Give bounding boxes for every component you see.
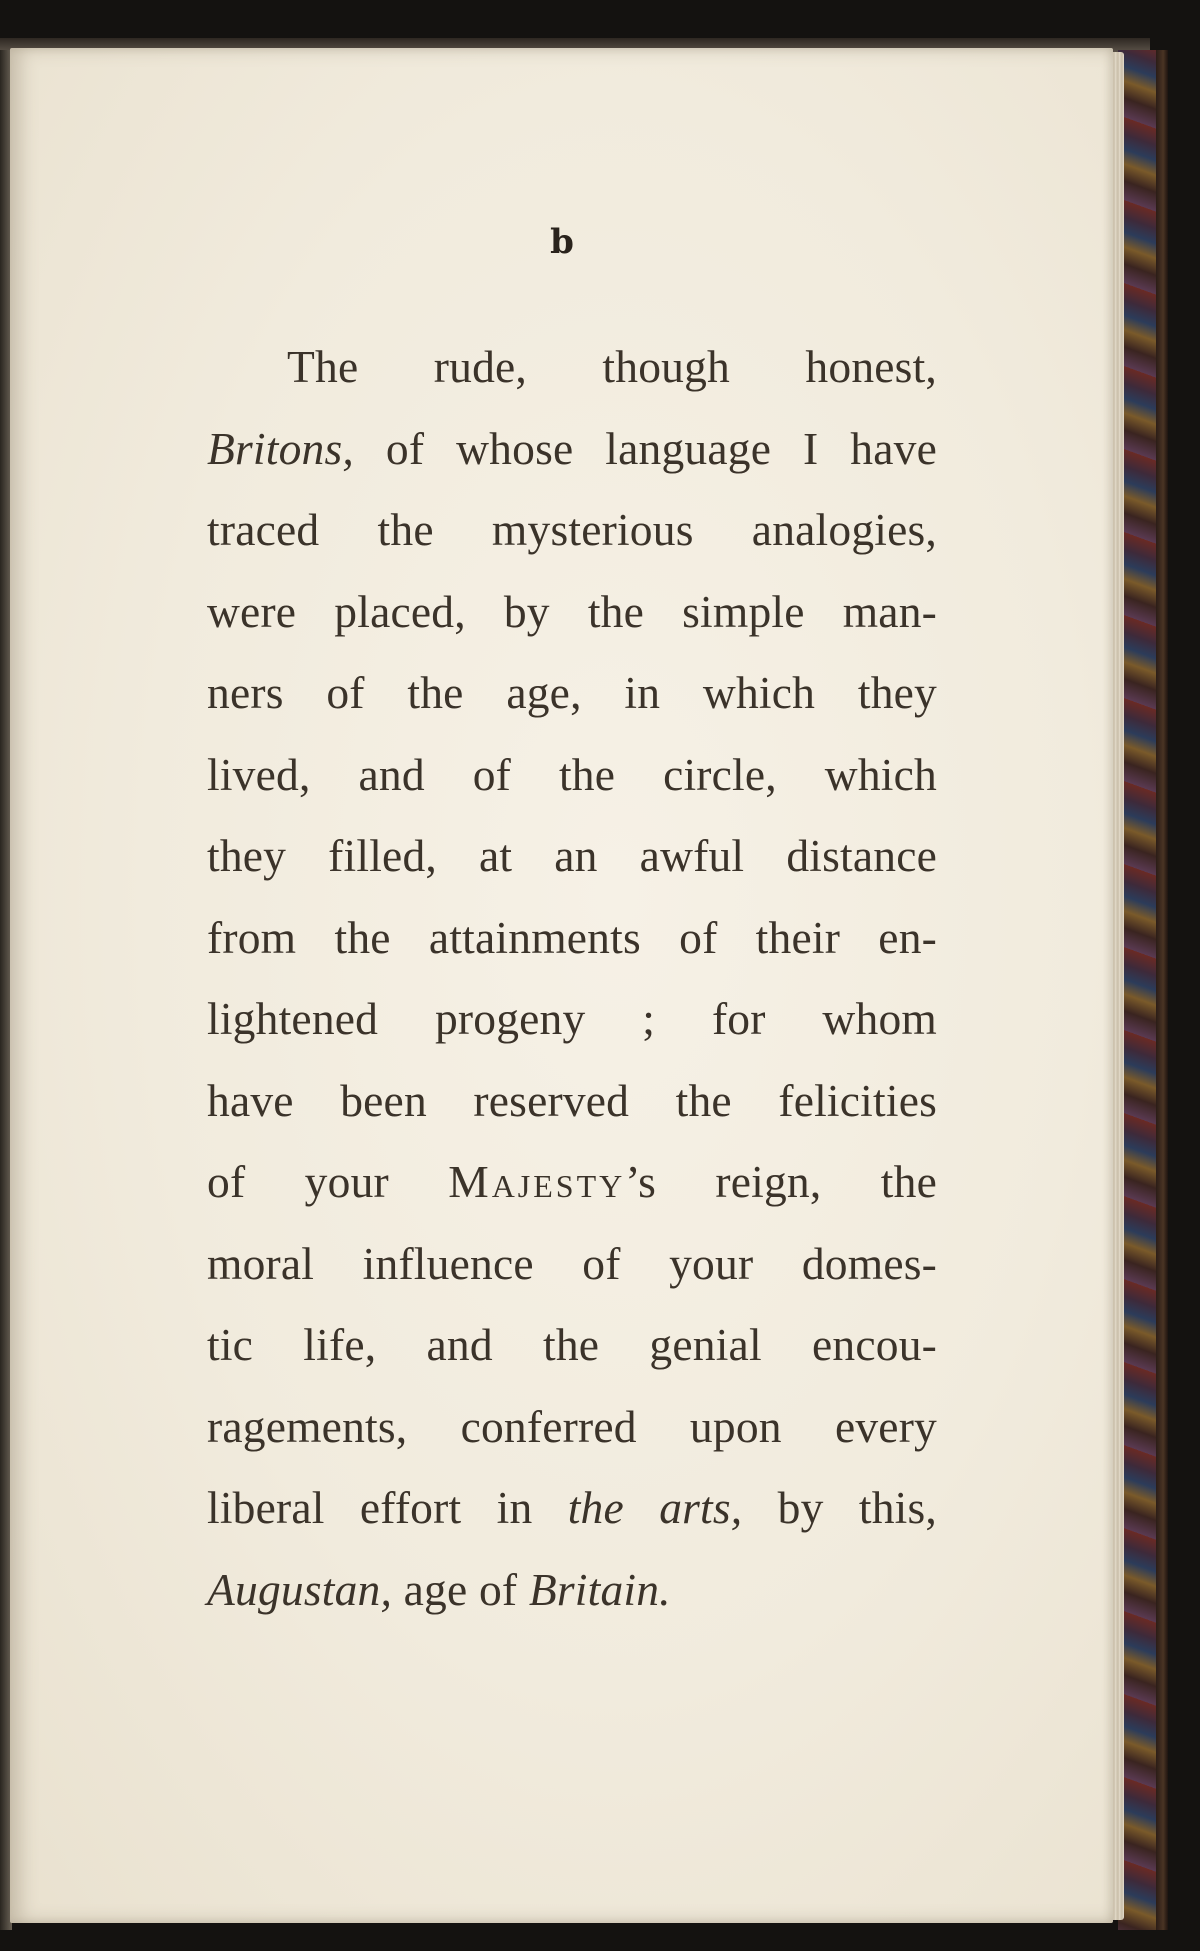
line-text: they filled, at an awful distance: [207, 830, 937, 881]
line-text: by this,: [742, 1482, 937, 1533]
line-text: traced the mysterious analogies,: [207, 504, 937, 555]
line-text: age of: [392, 1563, 529, 1615]
signature-mark: b: [550, 222, 574, 262]
line-text: were placed, by the simple man-: [207, 585, 937, 637]
text-line: [207, 897, 937, 979]
italic-word: Augustan,: [207, 1563, 393, 1615]
line-text: ragements, conferred upon every: [207, 1400, 937, 1452]
line-text: lightened progeny ; for whom: [207, 993, 937, 1044]
line-text: ners of the age, in which they: [207, 667, 937, 718]
line-text: liberal effort in: [207, 1482, 568, 1533]
text-line: [207, 1223, 937, 1305]
line-text: of your: [207, 1156, 449, 1207]
marbled-cover-edge: [1118, 50, 1168, 1930]
line-text: tic life, and the genial encou-: [207, 1319, 937, 1370]
line-text: The rude, though honest,: [287, 341, 937, 392]
line-text: of whose language I have: [353, 422, 937, 474]
text-line: [207, 978, 937, 1060]
text-line: [207, 734, 937, 816]
line-text: lived, and of the circle, which: [207, 748, 937, 800]
italic-word: the arts,: [567, 1482, 743, 1533]
line-text: ’s reign, the: [625, 1156, 937, 1207]
text-line: [207, 571, 937, 653]
line-text: from the attainments of their en-: [207, 911, 937, 963]
italic-word: Britons,: [207, 422, 354, 474]
line-text: have been reserved the felicities: [207, 1074, 937, 1126]
cover-trim: [1156, 50, 1168, 1930]
text-line: [207, 408, 937, 490]
text-line: [207, 1386, 937, 1468]
small-caps-word: Majesty: [448, 1156, 626, 1207]
text-line: [207, 1141, 937, 1223]
text-line: [207, 1467, 937, 1549]
text-line: [207, 1549, 937, 1631]
text-line: [207, 489, 937, 571]
text-line: [207, 652, 937, 734]
dedication-text: [207, 326, 937, 1630]
text-line: [207, 1304, 937, 1386]
text-line: [207, 815, 937, 897]
text-line: [207, 1060, 937, 1142]
italic-word: Britain.: [528, 1563, 671, 1615]
line-text: moral influence of your domes-: [207, 1237, 937, 1289]
text-line: [207, 326, 937, 408]
